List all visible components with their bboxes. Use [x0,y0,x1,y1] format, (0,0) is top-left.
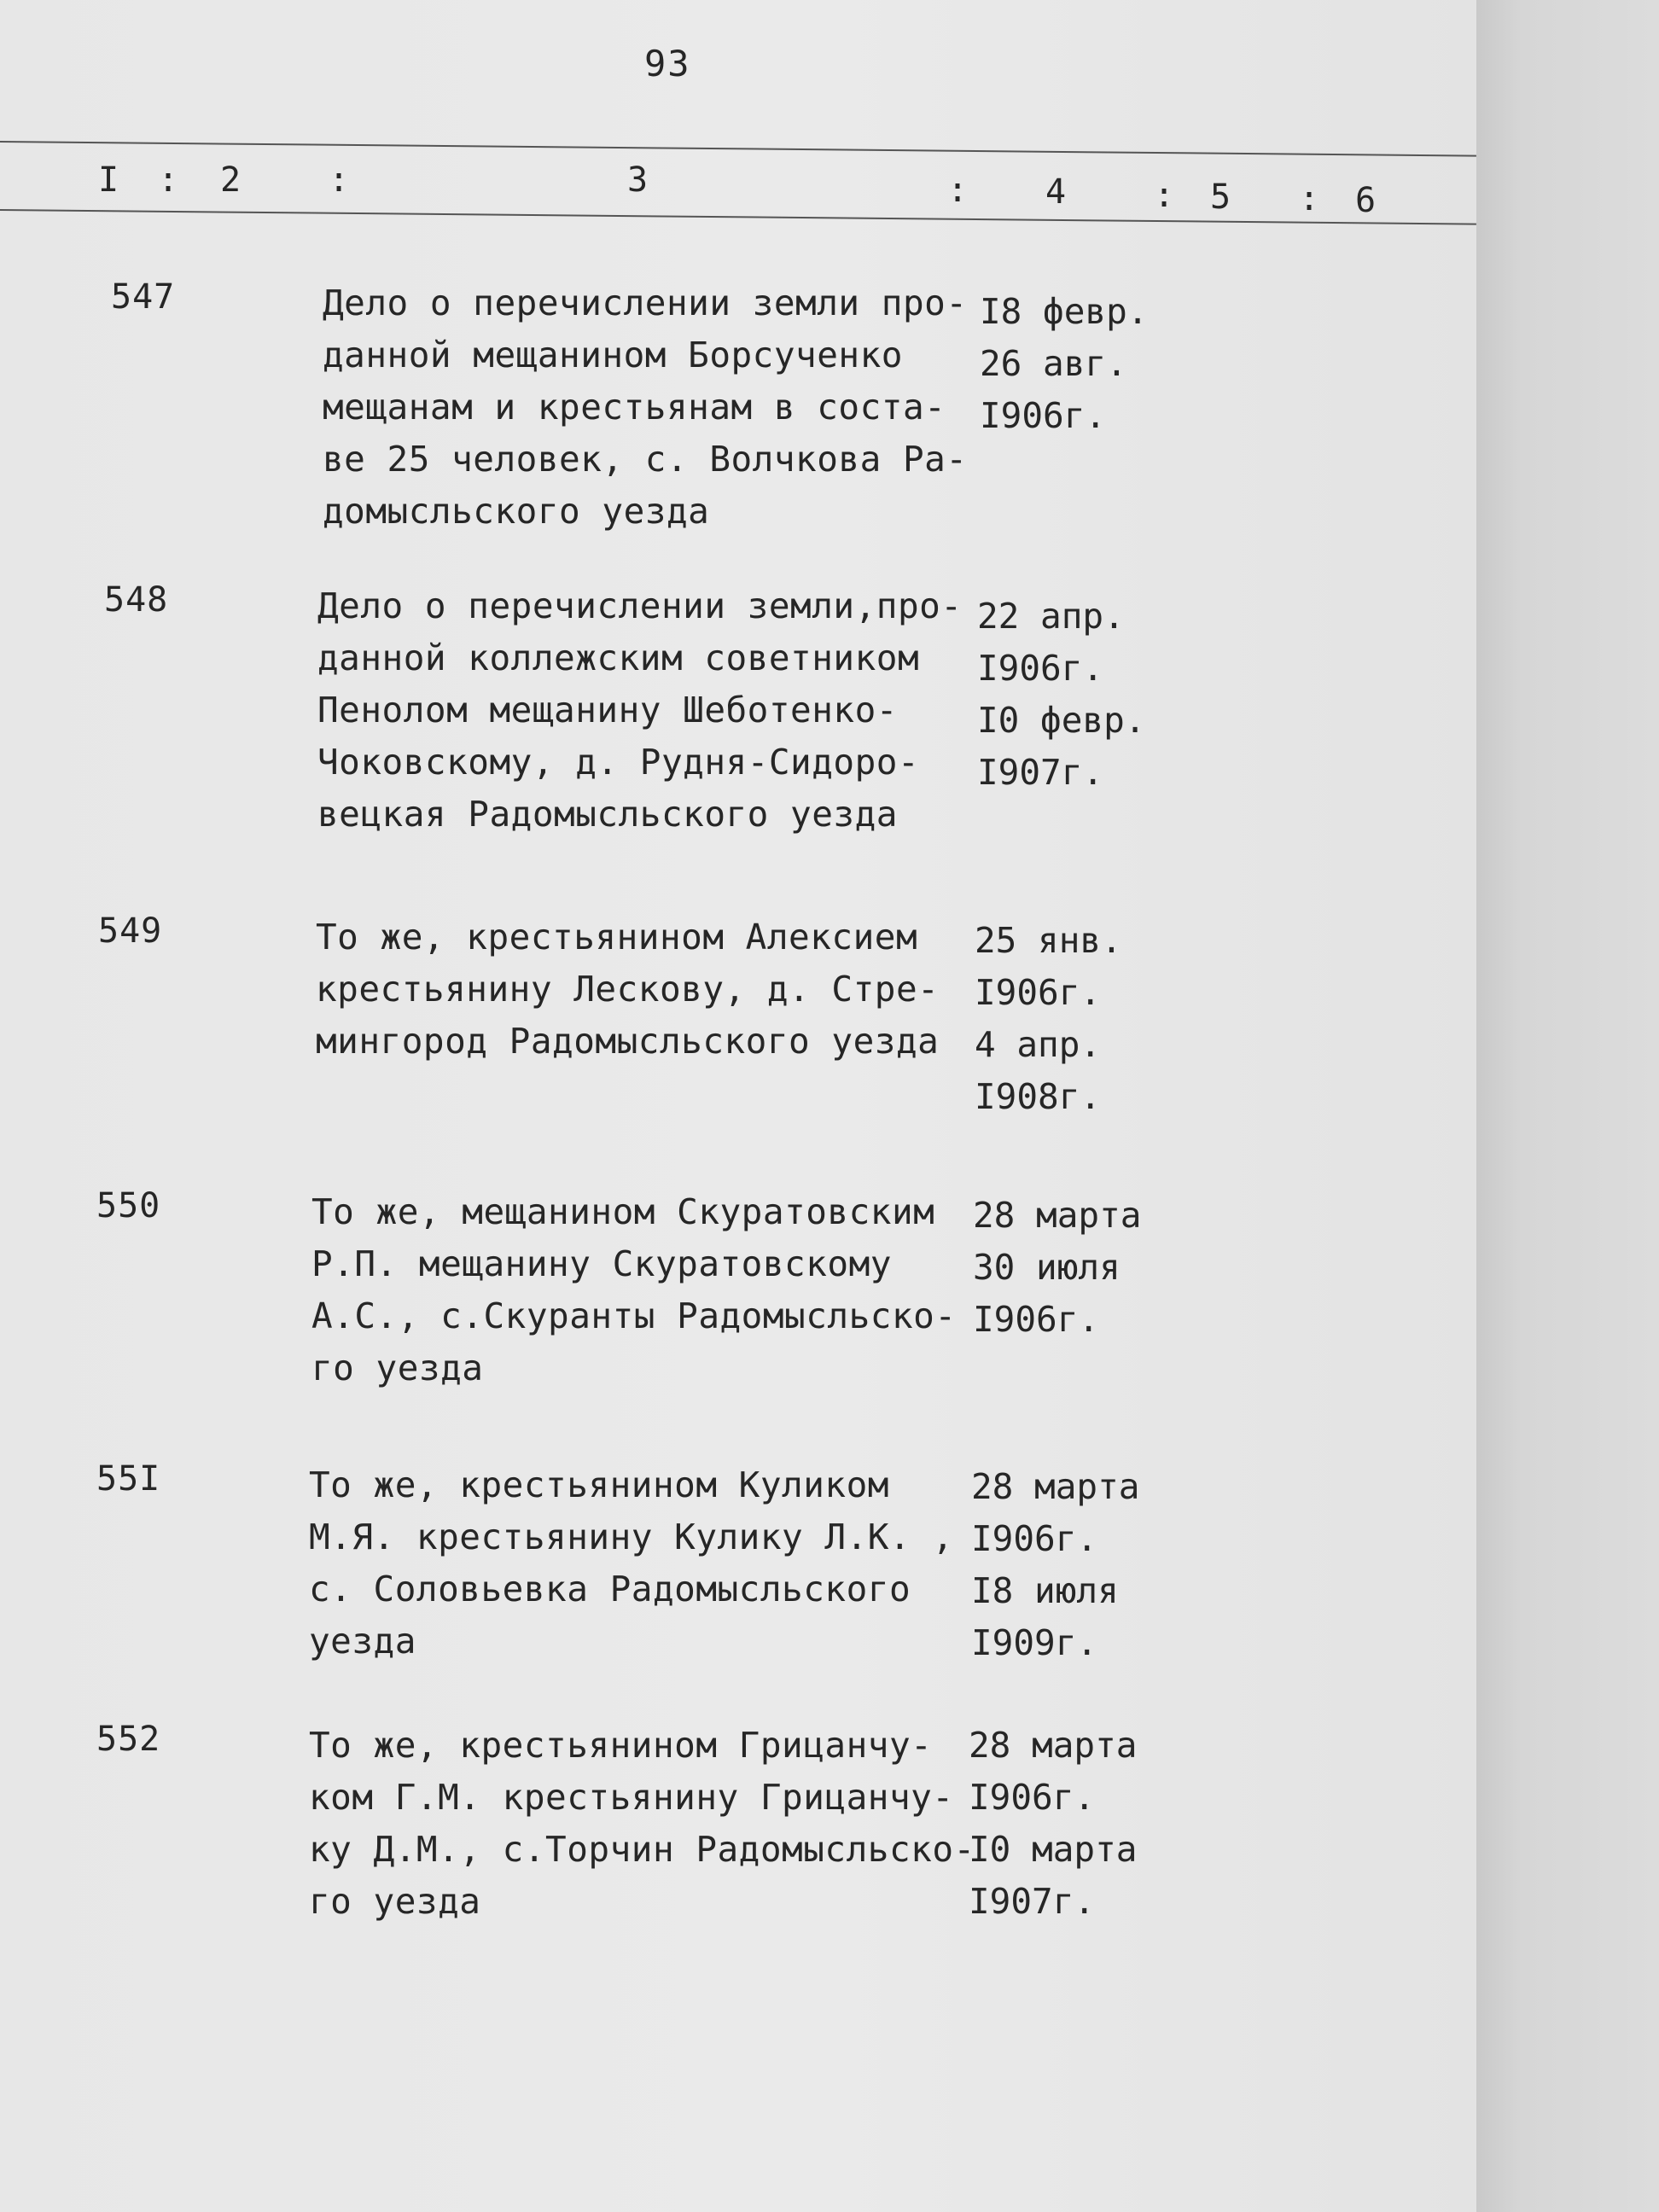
date-line: I906г. [969,1777,1096,1818]
column-header-separator: : [1299,179,1320,218]
date-line: 26 авг. [980,343,1127,384]
date-line: I8 февр. [980,291,1149,332]
date-line: I0 марта [969,1829,1138,1870]
entry-number: 547 [111,277,176,317]
column-header-4: 4 [1045,172,1067,212]
date-line: I907г. [969,1881,1096,1922]
description-line: го уезда [309,1881,481,1922]
entry-number: 548 [104,580,169,620]
column-header-2: 2 [220,160,242,200]
entry-number: 549 [98,911,163,951]
entry-description [309,1459,958,1668]
date-line: 28 марта [971,1466,1140,1507]
date-line: 30 июля [973,1247,1121,1288]
description-line: ку Д.М., с.Торчин Радомысльско- [309,1829,975,1870]
entry-number: 552 [96,1720,161,1759]
date-line: I906г. [977,648,1104,689]
date-line: I8 июля [971,1570,1119,1611]
entry-number: 55I [96,1459,161,1499]
entry-description [316,911,964,1068]
entry-dates [977,591,1173,799]
entry-description [323,277,971,538]
description-line: мещанам и крестьянам в соста- [323,387,946,428]
entry-dates [969,1720,1165,1928]
description-line: го уезда [311,1348,484,1388]
description-line: крестьянину Лескову, д. Стре- [316,969,940,1010]
date-line: 4 апр. [975,1024,1102,1065]
description-line: домысльского уезда [323,491,710,532]
date-line: I907г. [977,752,1104,793]
page-number: 93 [644,43,691,84]
description-line: То же, крестьянином Куликом [309,1464,889,1505]
description-line: данной мещанином Борсученко [323,335,903,375]
description-line: Р.П. мещанину Скуратовскому [311,1243,892,1284]
entry-dates [980,286,1176,442]
description-line: вецкая Радомысльского уезда [317,794,898,835]
description-line: Чоковскому, д. Рудня-Сидоро- [317,742,920,783]
date-line: 28 марта [969,1725,1138,1766]
column-header-separator: : [329,160,350,200]
date-line: I0 февр. [977,700,1146,741]
date-line: I908г. [975,1076,1102,1117]
description-line: ком Г.М. крестьянину Грицанчу- [309,1777,954,1818]
column-header-separator: : [1154,176,1175,215]
column-header-3: 3 [627,160,649,200]
description-line: уезда [309,1621,416,1662]
description-line: данной коллежским советником [317,637,920,678]
description-line: А.С., с.Скуранты Радомысльско- [311,1295,957,1336]
entry-number: 550 [96,1186,161,1225]
date-line: I906г. [971,1518,1098,1559]
date-line: 22 апр. [977,596,1125,637]
date-line: 28 марта [973,1195,1142,1236]
description-line: мингород Радомысльского уезда [316,1021,940,1062]
entry-dates [973,1190,1169,1346]
date-line: I906г. [975,972,1102,1013]
column-header-separator: : [947,171,969,210]
description-line: То же, мещанином Скуратовским [311,1191,935,1232]
entry-dates [971,1461,1167,1669]
date-line: I909г. [971,1622,1098,1663]
date-line: I906г. [980,395,1107,436]
description-line: То же, крестьянином Алексием [316,917,918,958]
column-header-5: 5 [1210,178,1231,217]
date-line: I906г. [973,1299,1100,1340]
description-line: ве 25 человек, с. Волчкова Ра- [323,439,968,480]
column-header-6: 6 [1355,181,1377,220]
entry-description [311,1186,960,1394]
column-header-separator: : [158,160,179,200]
page-edge-background [1476,0,1659,2212]
entry-description [309,1720,975,1928]
description-line: с. Соловьевка Радомысльского [309,1569,911,1610]
description-line: Дело о перечислении земли про- [323,282,968,323]
date-line: 25 янв. [975,920,1122,961]
description-line: М.Я. крестьянину Кулику Л.К. , [309,1516,954,1557]
entry-dates [975,915,1171,1123]
description-line: То же, крестьянином Грицанчу- [309,1725,933,1766]
column-header-row [0,154,1476,220]
entry-description [317,580,966,841]
column-header-1: I [98,160,119,200]
description-line: Дело о перечислении земли,про- [317,585,963,626]
description-line: Пенолом мещанину Шеботенко- [317,690,898,731]
